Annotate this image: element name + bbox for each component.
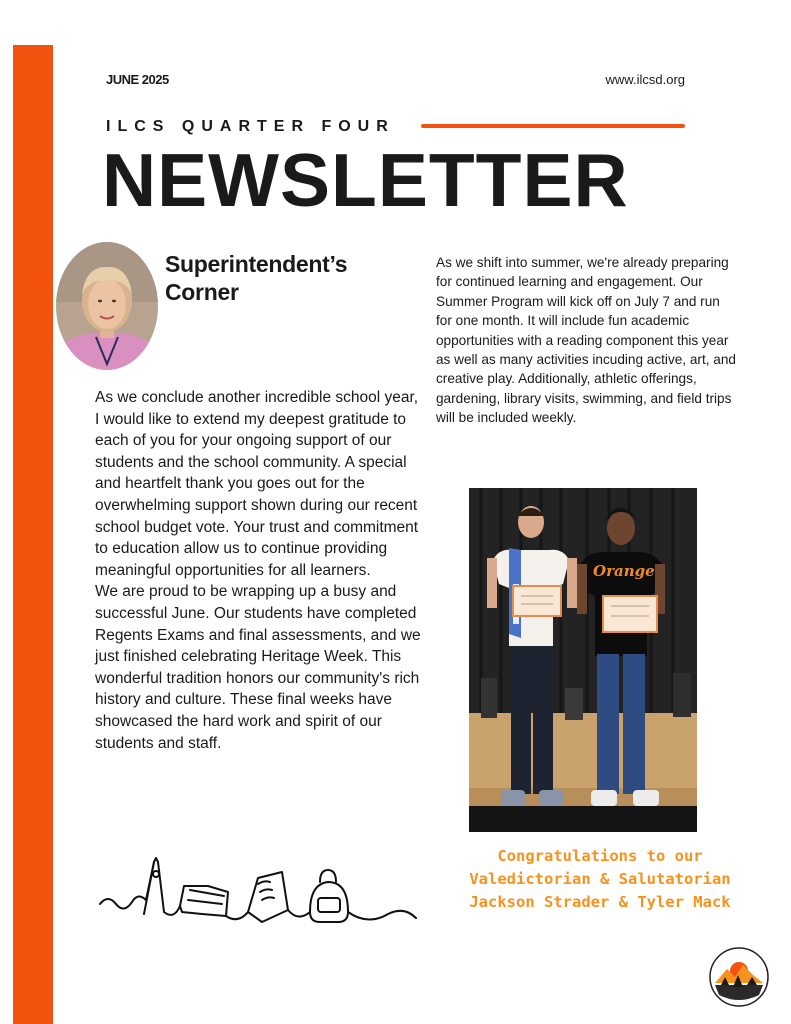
page-title: NEWSLETTER: [102, 138, 629, 222]
superintendent-message: [95, 387, 425, 754]
school-logo: [709, 947, 769, 1007]
newsletter-kicker: ILCS QUARTER FOUR: [106, 118, 395, 135]
issue-date: JUNE 2025: [106, 72, 169, 87]
orange-side-bar: [13, 45, 53, 1024]
jersey-text: Orange: [593, 562, 655, 580]
superintendent-heading: Superintendent’s Corner: [165, 251, 348, 305]
superintendent-photo: [56, 242, 158, 370]
congratulations-caption: Congratulations to our Valedictorian & Salutatorian Jackson Strader & Tyler Mack: [469, 847, 731, 911]
message-paragraph-2: We are proud to be wrapping up a busy and successful June. Our students have completed Regents Exams and final assessments, and we just finished celebrating Heritage Week. This wonderful tradition honors our community's rich history and culture. These final weeks have showcased the hard work and spirit of our students and staff.: [95, 583, 421, 752]
graduates-photo: [469, 488, 697, 832]
kicker-divider: [421, 124, 685, 128]
website-link[interactable]: www.ilcsd.org: [605, 72, 685, 87]
message-paragraph-1: As we conclude another incredible school year, I would like to extend my deepest gratitude to each of you for your ongoing support of our students and the school community. A special and heartfelt thank you goes out for the overwhelming support shown during our recent school budget vote. Your trust and commitment to education allow us to continue providing meaningful opportunities for all learners.: [95, 389, 419, 579]
school-supplies-doodle: [98, 852, 418, 932]
summer-program-text: As we shift into summer, we're already preparing for continued learning and engagement. Our Summer Program will kick off on July 7 and run for one month. It will include fun academic opportunities with a reading component this year as well as many activities incuding active, art, and creative play. Additionally, athletic offerings, gardening, library visits, swimming, and field trips will be included weekly.: [436, 255, 736, 426]
